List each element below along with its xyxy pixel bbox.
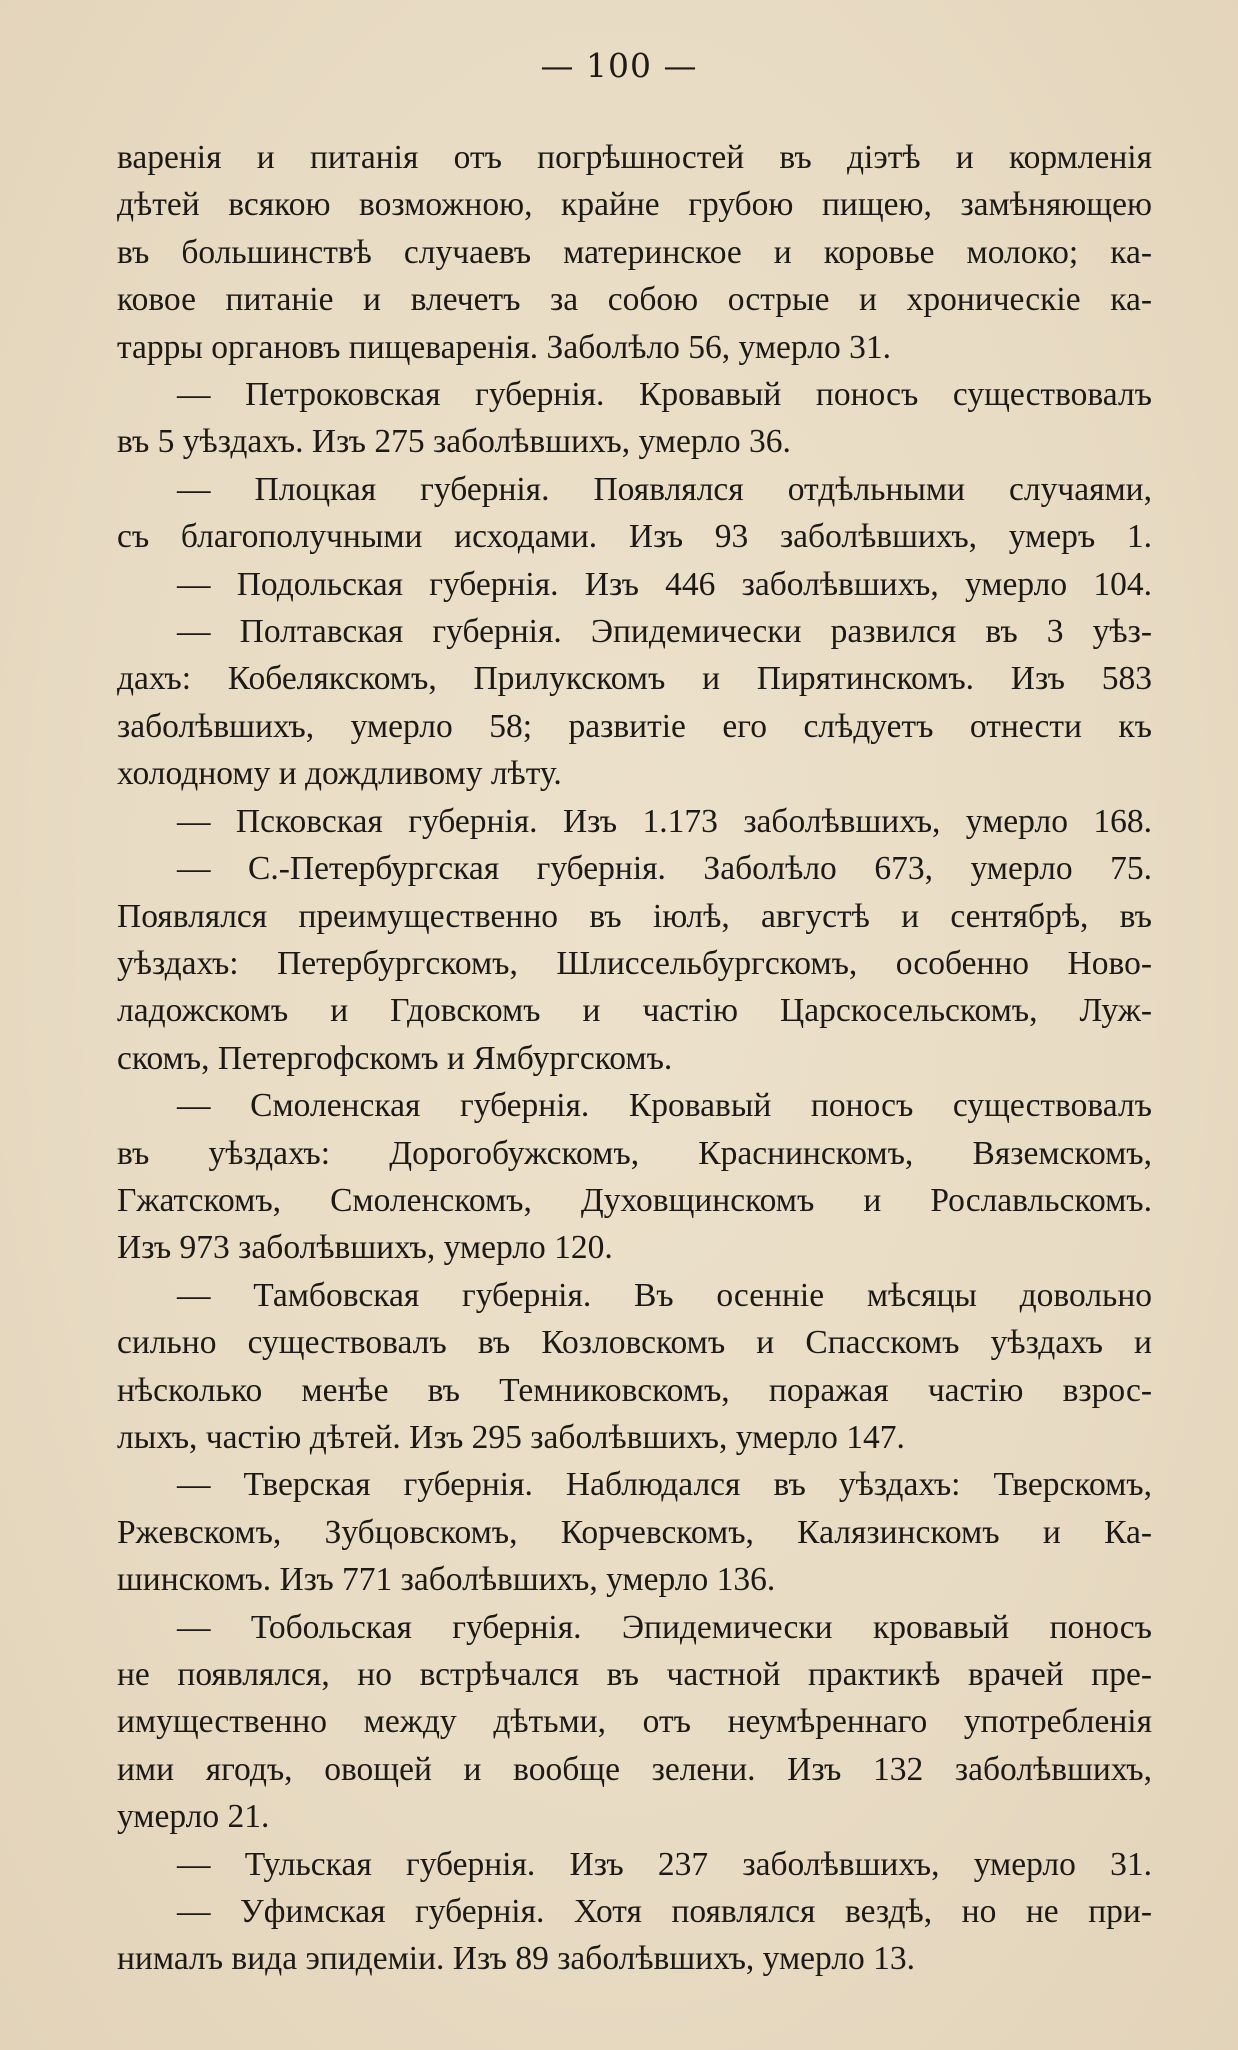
- text-line: Появлялся преимущественно въ іюлѣ, августѣ и сентябрѣ, въ: [117, 897, 1152, 935]
- text-line: лыхъ, частію дѣтей. Изъ 295 заболѣвшихъ, умерло 147.: [117, 1418, 905, 1456]
- text-line: Ржевскомъ, Зубцовскомъ, Корчевскомъ, Калязинскомъ и Ка-: [117, 1513, 1152, 1551]
- text-line: варенія и питанія отъ погрѣшностей въ діэтѣ и кормленія: [117, 139, 1152, 176]
- text-line: — Тверская губернія. Наблюдался въ уѣздахъ: Тверскомъ,: [177, 1466, 1152, 1504]
- text-line: — Псковская губернія. Изъ 1.173 заболѣвшихъ, умерло 168.: [177, 802, 1152, 840]
- paragraph-pskovskaya: [117, 798, 1152, 845]
- text-line: имущественно между дѣтьми, отъ неумѣреннаго употребленія: [117, 1703, 1152, 1741]
- text-line: ковое питаніе и влечетъ за собою острые и хроническіе ка-: [117, 281, 1152, 319]
- text-line: тарры органовъ пищеваренія. Заболѣло 56, умерло 31.: [117, 328, 891, 366]
- paragraph-smolenskaya: [117, 1082, 1152, 1272]
- text-line: — С.-Петербургская губернія. Заболѣло 673, умерло 75.: [177, 850, 1152, 888]
- text-line: не появлялся, но встрѣчался въ частной практикѣ врачей пре-: [117, 1656, 1152, 1693]
- text-line: въ 5 уѣздахъ. Изъ 275 заболѣвшихъ, умерло 36.: [117, 423, 791, 461]
- paragraph-plotskaya: [117, 466, 1152, 561]
- text-line: шинскомъ. Изъ 771 заболѣвшихъ, умерло 136.: [117, 1561, 776, 1599]
- text-line: умерло 21.: [117, 1798, 270, 1836]
- text-line: скомъ, Петергофскомъ и Ямбургскомъ.: [117, 1039, 673, 1077]
- text-line: — Подольская губернія. Изъ 446 заболѣвшихъ, умерло 104.: [177, 565, 1152, 603]
- paragraph-tambovskaya: [117, 1272, 1152, 1462]
- text-line: холодному и дождливому лѣту.: [117, 755, 562, 793]
- text-line: — Тамбовская губернія. Въ осенніе мѣсяцы довольно: [177, 1276, 1152, 1314]
- text-line: — Петроковская губернія. Кровавый поносъ существовалъ: [177, 376, 1152, 414]
- page-number: — 100 —: [540, 46, 698, 85]
- text-line: дахъ: Кобелякскомъ, Прилукскомъ и Пирятинскомъ. Изъ 583: [117, 660, 1152, 698]
- text-line: — Уфимская губернія. Хотя появлялся вездѣ, но не при-: [177, 1893, 1152, 1931]
- text-line: — Плоцкая губернія. Появлялся отдѣльными случаями,: [177, 470, 1152, 508]
- text-line: съ благополучными исходами. Изъ 93 заболѣвшихъ, умеръ 1.: [117, 518, 1152, 556]
- text-line: ими ягодъ, овощей и вообще зелени. Изъ 132 заболѣвшихъ,: [117, 1750, 1152, 1788]
- text-line: Изъ 973 заболѣвшихъ, умерло 120.: [117, 1229, 613, 1267]
- text-line: — Тобольская губернія. Эпидемически кровавый поносъ: [177, 1608, 1152, 1646]
- text-line: нималъ вида эпидеміи. Изъ 89 заболѣвшихъ, умерло 13.: [117, 1940, 916, 1978]
- paragraph-podolskaya: [117, 561, 1152, 608]
- paragraph-tverskaya: [117, 1461, 1152, 1603]
- paragraph-ufimskaya: [117, 1888, 1152, 1983]
- text-line: въ уѣздахъ: Дорогобужскомъ, Краснинскомъ, Вяземскомъ,: [117, 1134, 1152, 1172]
- paragraph-peterburgskaya: [117, 845, 1152, 1082]
- paragraph-tobolskaya: [117, 1604, 1152, 1841]
- text-line: — Тульская губернія. Изъ 237 заболѣвшихъ, умерло 31.: [177, 1845, 1152, 1883]
- paragraph-tulskaya: [117, 1841, 1152, 1888]
- text-line: ладожскомъ и Гдовскомъ и частію Царскосельскомъ, Луж-: [117, 992, 1152, 1030]
- body-text: [117, 134, 1152, 1983]
- text-line: — Полтавская губернія. Эпидемически развился въ 3 уѣз-: [177, 613, 1152, 651]
- text-line: сильно существовалъ въ Козловскомъ и Спасскомъ уѣздахъ и: [117, 1324, 1152, 1362]
- text-line: въ большинствѣ случаевъ материнское и коровье молоко; ка-: [117, 233, 1152, 271]
- text-line: заболѣвшихъ, умерло 58; развитіе его слѣдуетъ отнести къ: [117, 707, 1152, 745]
- text-line: дѣтей всякою возможною, крайне грубою пищею, замѣняющею: [117, 186, 1152, 224]
- text-line: уѣздахъ: Петербургскомъ, Шлиссельбургскомъ, особенно Ново-: [117, 944, 1152, 982]
- text-line: Гжатскомъ, Смоленскомъ, Духовщинскомъ и Рославльскомъ.: [117, 1181, 1152, 1219]
- paragraph-poltavskaya: [117, 608, 1152, 798]
- paragraph-petrokovskaya: [117, 371, 1152, 466]
- paragraph-intro: [117, 134, 1152, 371]
- text-line: нѣсколько менѣе въ Темниковскомъ, поражая частію взрос-: [117, 1371, 1152, 1409]
- text-line: — Смоленская губернія. Кровавый поносъ существовалъ: [177, 1087, 1152, 1125]
